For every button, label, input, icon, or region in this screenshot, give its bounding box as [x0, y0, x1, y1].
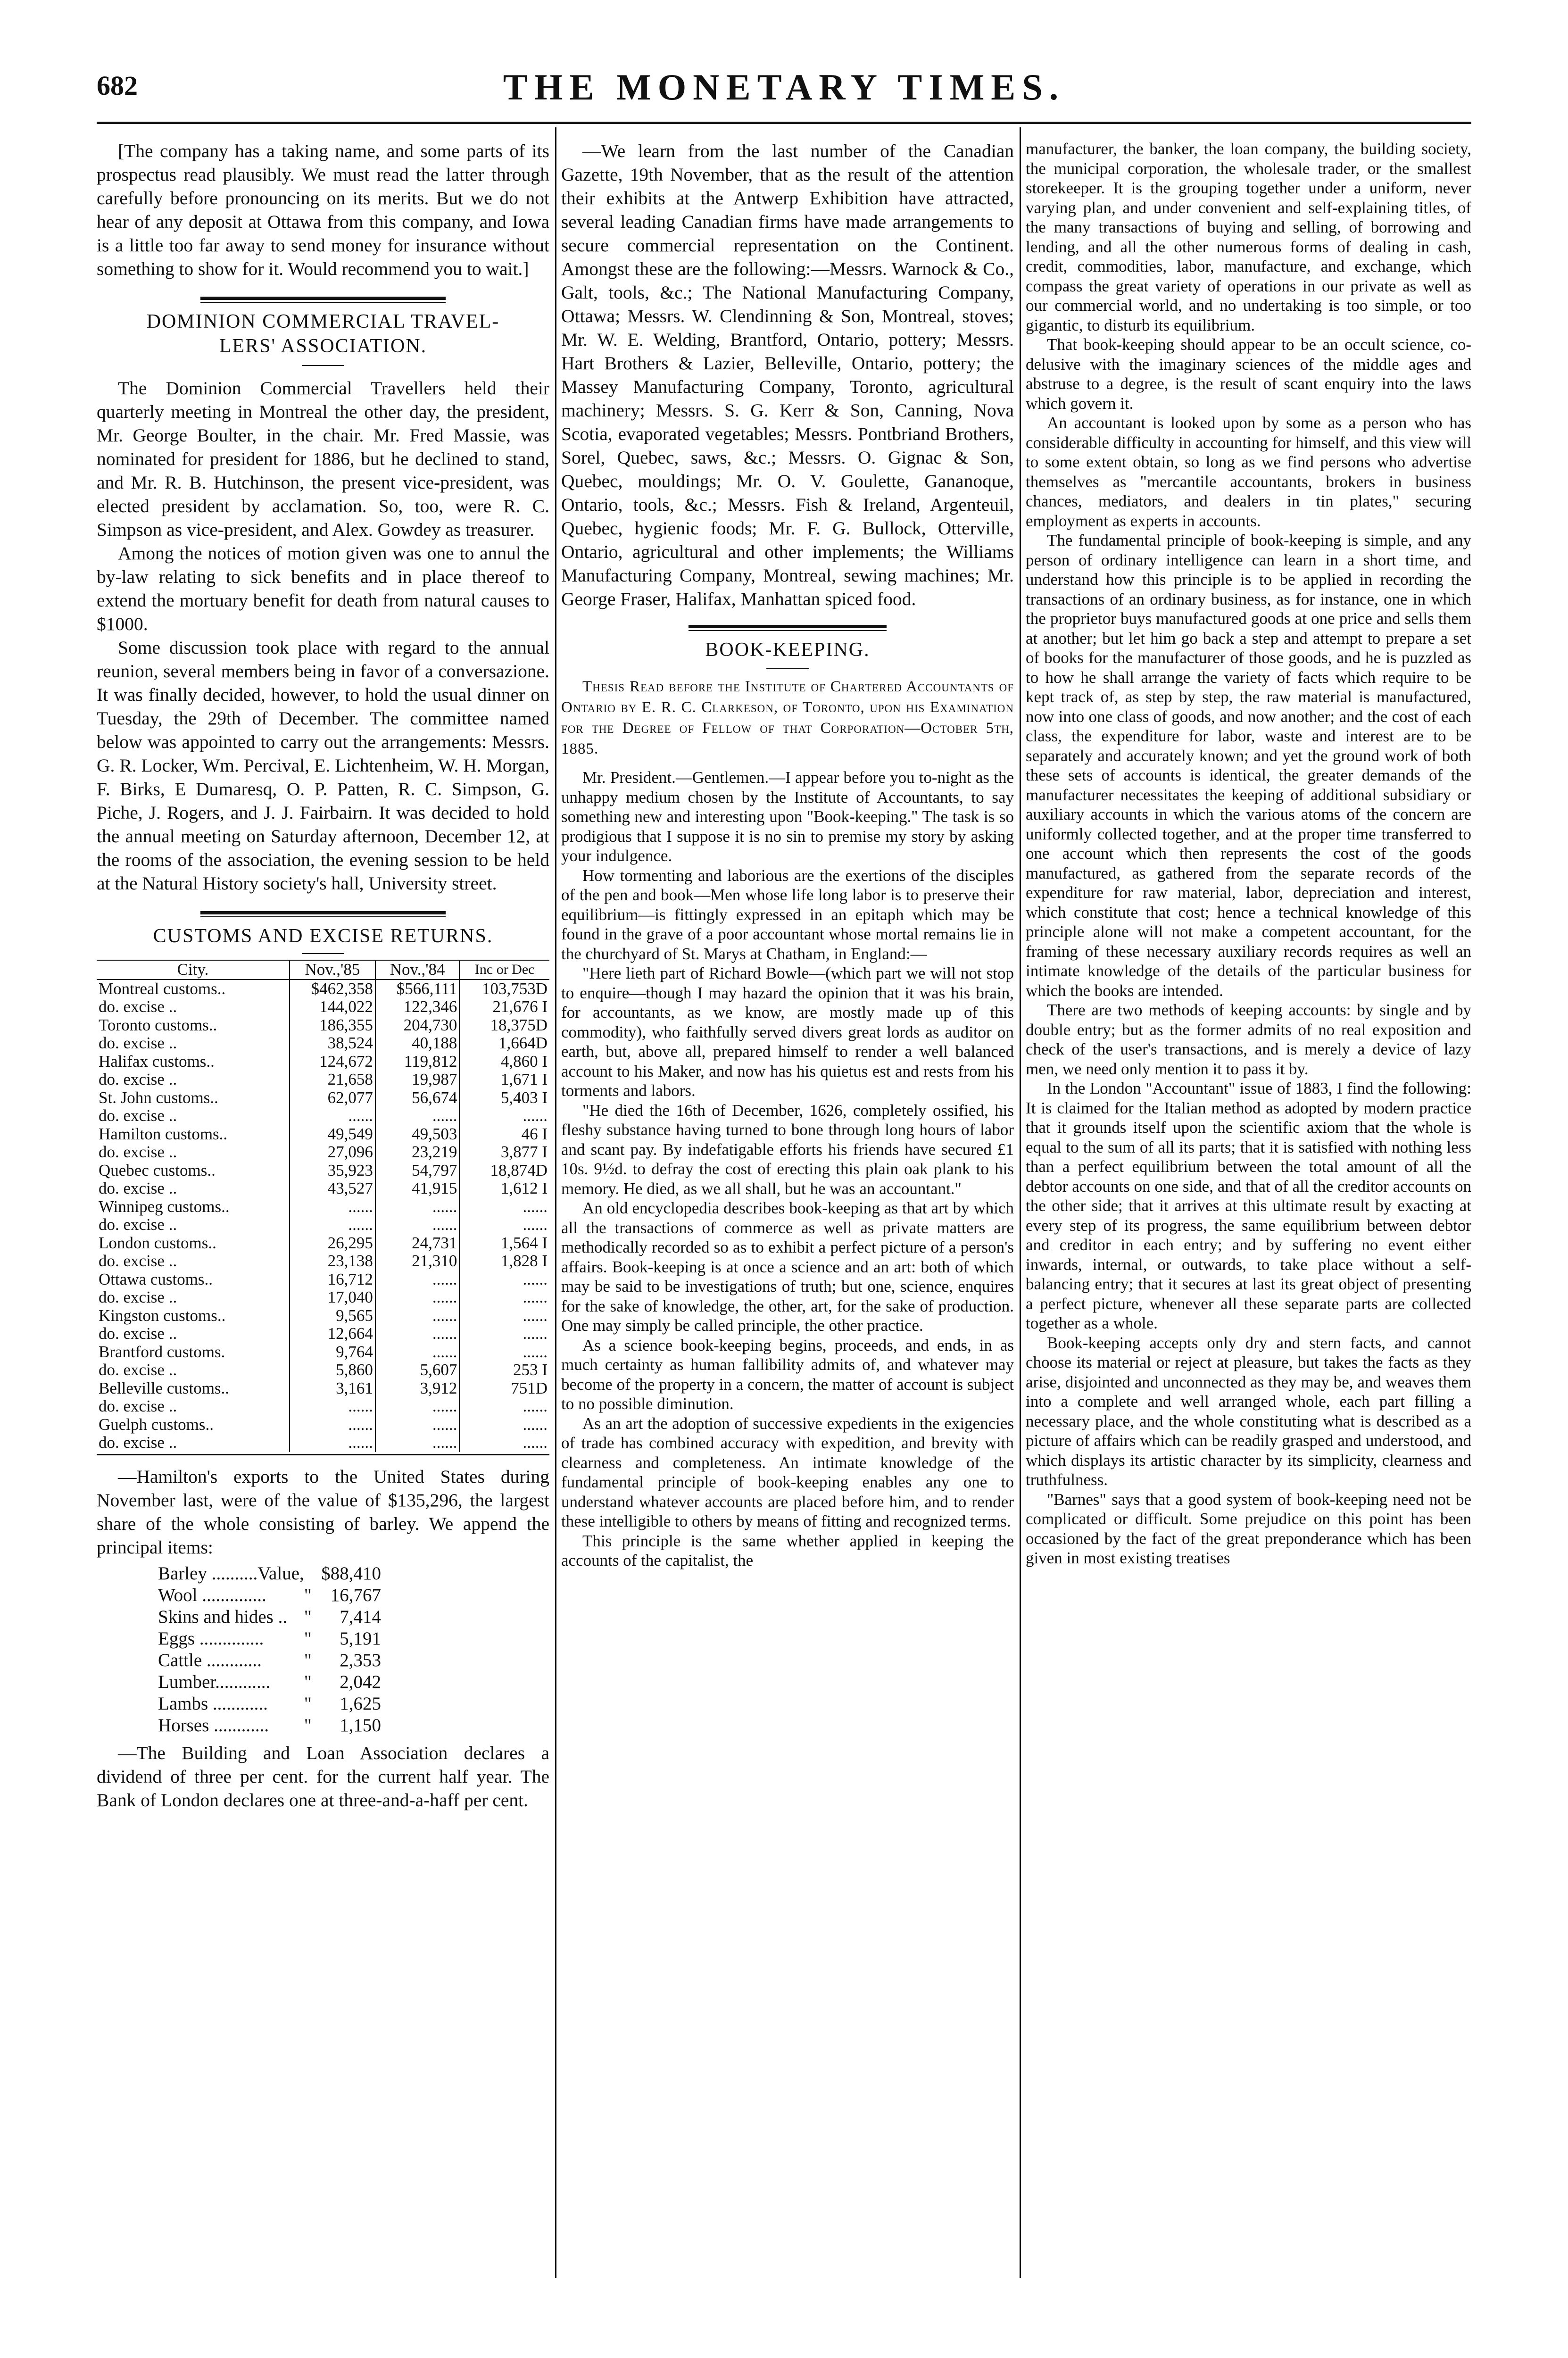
value-cell: 5,607: [375, 1361, 460, 1379]
dcta-heading-line-2: LERS' ASSOCIATION.: [219, 335, 427, 357]
value-cell: 54,797: [375, 1162, 460, 1180]
bookkeeping-heading: BOOK-KEEPING.: [705, 639, 870, 661]
city-cell: London customs..: [99, 1233, 216, 1252]
city-cell: do. excise ..: [99, 1252, 177, 1270]
export-cell: 7,414: [340, 1606, 381, 1627]
value-cell: 18,375D: [459, 1016, 549, 1035]
value-cell: 5,860: [290, 1361, 375, 1379]
value-cell: ......: [459, 1198, 549, 1216]
section-rule: [200, 911, 446, 917]
table-row: [97, 1143, 549, 1162]
table-row: [97, 1179, 549, 1198]
export-cell: Horses ............: [158, 1715, 269, 1735]
city-cell: do. excise ..: [99, 1215, 177, 1234]
value-cell: 43,527: [290, 1179, 375, 1198]
table-row: [97, 1089, 549, 1107]
building-loan-paragraph: —The Building and Loan Association declares a dividend of three per cent. for the current half year. The Bank of London declares one at three-and-a-haff per cent.: [97, 1742, 549, 1810]
table-row: [97, 1434, 549, 1452]
value-cell: ......: [459, 1270, 549, 1289]
header-city: City.: [97, 960, 290, 980]
table-row: [97, 1252, 549, 1270]
value-cell: ......: [290, 1198, 375, 1216]
bookkeeping-paragraph-1: Mr. President.—Gentlemen.—I appear before you to-night as the unhappy medium chosen by the Institute of Accountants, to say something new and interesting upon "Book-keeping." The task is so prodigious that I suppose it is no sin to premise my story by asking your indulgence.: [561, 768, 1014, 865]
column-divider-1: [555, 127, 556, 2278]
bookkeeping-cont-paragraph-7: Book-keeping accepts only dry and stern facts, and cannot choose its material or reject at pleasure, but takes the facts as they arise, disjointed and unconnected as they may be, and weaves them into a complete and well arranged whole, each part filling a necessary place, and the whole constituting what is described as a picture of affairs which can be readily grasped and understood, and which displays its artistic character by its simplicity, clearness and truthfulness.: [1026, 1333, 1471, 1489]
city-cell: do. excise ..: [99, 1397, 177, 1415]
export-cell: Skins and hides ..: [158, 1606, 288, 1627]
value-cell: 1,671 I: [459, 1071, 549, 1089]
value-cell: 23,219: [375, 1143, 460, 1162]
list-item: [158, 1650, 381, 1671]
value-cell: 144,022: [290, 998, 375, 1016]
value-cell: 186,355: [290, 1016, 375, 1035]
value-cell: 56,674: [375, 1089, 460, 1107]
export-cell: Eggs ..............: [158, 1628, 264, 1649]
company-note: [The company has a taking name, and some parts of its prospectus read plausibly. We must read the latter through carefully before pronouncing on its merits. But we do not hear of any deposit at Ottawa from this company, and Iowa is a little too far away to send money for insurance without something to show for it. Would recommend you to wait.]: [97, 141, 549, 279]
table-row: [97, 1307, 549, 1325]
value-cell: 3,912: [375, 1379, 460, 1398]
customs-heading: CUSTOMS AND EXCISE RETURNS.: [153, 925, 493, 947]
value-cell: 124,672: [290, 1053, 375, 1071]
list-item: [158, 1671, 381, 1693]
value-cell: 751D: [459, 1379, 549, 1398]
value-cell: 9,565: [290, 1307, 375, 1325]
value-cell: ......: [375, 1216, 460, 1234]
value-cell: 18,874D: [459, 1162, 549, 1180]
header-nov-84: Nov.,'84: [375, 960, 460, 980]
value-cell: ......: [290, 1434, 375, 1452]
table-row: [97, 1198, 549, 1216]
value-cell: 204,730: [375, 1016, 460, 1035]
value-cell: 49,549: [290, 1125, 375, 1144]
table-row: [97, 1016, 549, 1035]
export-cell: 1,625: [340, 1693, 381, 1714]
table-rule: [97, 1454, 549, 1455]
export-cell: ": [304, 1628, 312, 1649]
canadian-gazette-paragraph: —We learn from the last number of the Canadian Gazette, 19th November, that as the result of the attention their exhibits at the Antwerp Exhibition have attracted, several leading Canadian firms have made arrangements to secure commercial representation on the Continent. Amongst these are the following:—Messrs. Warnock & Co., Galt, tools, &c.; The National Manufacturing Company, Ottawa; Messrs. W. Clendinning & Son, Montreal, stoves; Mr. W. E. Welding, Brantford, Ontario, pottery; Messrs. Hart Brothers & Lazier, Belleville, Ontario, pottery; the Massey Manufacturing Company, Toronto, agricultural machinery; Messrs. S. G. Kerr & Son, Canning, Nova Scotia, evaporated vegetables; Messrs. Pontbriand Brothers, Sorel, Quebec, saws, &c.; Messrs. O. Gignac & Son, Quebec, mouldings; Mr. O. V. Goulette, Gananoque, Ontario, tools, &c.; Messrs. Fish & Ireland, Argenteuil, Quebec, hygienic foods; Mr. F. G. Bullock, Otterville, Ontario, agricultural and other implements; the Williams Manufacturing Company, Montreal, sewing machines; Mr. George Fraser, Halifax, Manhattan spiced food.: [561, 141, 1014, 609]
export-cell: 5,191: [340, 1628, 381, 1649]
header-rule: [97, 122, 1471, 124]
value-cell: ......: [375, 1307, 460, 1325]
value-cell: ......: [459, 1216, 549, 1234]
city-cell: Montreal customs..: [99, 979, 226, 998]
column-1: [97, 139, 549, 1812]
city-cell: Halifax customs..: [99, 1052, 215, 1071]
value-cell: $566,111: [375, 980, 460, 998]
value-cell: ......: [375, 1270, 460, 1289]
exports-list-body: [158, 1563, 381, 1736]
value-cell: 38,524: [290, 1034, 375, 1053]
value-cell: 1,664D: [459, 1034, 549, 1053]
value-cell: 26,295: [290, 1234, 375, 1253]
city-cell: Brantford customs.: [99, 1342, 225, 1361]
export-cell: Barley ..........Value,: [158, 1563, 304, 1584]
city-cell: do. excise ..: [99, 1034, 177, 1052]
dcta-paragraph-2: Among the notices of motion given was one to annul the by-law relating to sick benefits and in place thereof to extend the mortuary benefit for death from natural causes to $1000.: [97, 543, 549, 634]
bookkeeping-cont-paragraph-6: In the London "Accountant" issue of 1883, I find the following: It is claimed for the Italian method as adopted by modern practice that it grounds itself upon the scientific axiom that the whole is equal to the sum of all its parts; that it is satisfied with nothing less than a perfect equilibrium between the total amount of all the debtor accounts on one side, and that of all the creditor accounts on the other side; that it arrives at this ultimate result by exacting at every step of its progress, the same equilibrium between debtor and creditor in each entry; and by suffering no event either inwards, internal, or outwards, to take place without a self-balancing entry; that it secures at last its great object of presenting a perfect picture, whenever all these separate parts are collected together as a whole.: [1026, 1079, 1471, 1332]
export-cell: Wool ..............: [158, 1585, 266, 1605]
city-cell: Kingston customs..: [99, 1306, 226, 1325]
value-cell: 24,731: [375, 1234, 460, 1253]
value-cell: ......: [459, 1416, 549, 1434]
city-cell: do. excise ..: [99, 1324, 177, 1343]
value-cell: 21,658: [290, 1071, 375, 1089]
value-cell: 4,860 I: [459, 1053, 549, 1071]
city-cell: do. excise ..: [99, 1070, 177, 1088]
export-cell: Cattle ............: [158, 1650, 262, 1670]
city-cell: Belleville customs..: [99, 1378, 230, 1397]
bookkeeping-cont-paragraph-8: "Barnes" says that a good system of book-keeping need not be complicated or difficult. Some prejudice on this point has been occasioned by the fact of the great preponderance which has been given in most existing treatises: [1026, 1490, 1471, 1567]
value-cell: 19,987: [375, 1071, 460, 1089]
bookkeeping-paragraph-4: "He died the 16th of December, 1626, completely ossified, his fleshy substance having turned to bone through long hours of labor and scant pay. By indefatigable efforts his friends have secured £1 10s. 9½d. to defray the cost of erecting this plain oak plank to his memory. He died, as we all shall, but he was an accountant.": [561, 1101, 1014, 1198]
export-cell: 2,042: [340, 1671, 381, 1692]
city-cell: do. excise ..: [99, 1106, 177, 1125]
value-cell: 5,403 I: [459, 1089, 549, 1107]
city-cell: Toronto customs..: [99, 1015, 217, 1034]
city-cell: do. excise ..: [99, 1288, 177, 1306]
export-cell: ": [304, 1693, 312, 1714]
table-row: [97, 1325, 549, 1343]
city-cell: Winnipeg customs..: [99, 1197, 230, 1216]
value-cell: ......: [459, 1434, 549, 1452]
value-cell: 17,040: [290, 1288, 375, 1307]
value-cell: 49,503: [375, 1125, 460, 1144]
export-cell: ": [304, 1715, 312, 1735]
table-row: [97, 1125, 549, 1144]
value-cell: ......: [290, 1397, 375, 1416]
export-cell: Lambs ............: [158, 1693, 268, 1714]
section-rule: [689, 625, 887, 631]
value-cell: 46 I: [459, 1125, 549, 1144]
city-cell: St. John customs..: [99, 1088, 218, 1107]
value-cell: 1,828 I: [459, 1252, 549, 1270]
value-cell: ......: [290, 1107, 375, 1125]
table-row: [97, 980, 549, 998]
table-row: [97, 998, 549, 1016]
value-cell: ......: [459, 1107, 549, 1125]
table-row: [97, 1270, 549, 1289]
column-2: [561, 139, 1014, 1570]
bookkeeping-cont-paragraph-2: That book-keeping should appear to be an occult science, co-delusive with the imaginary sciences of the middle ages and abstruse to a degree, is the result of scant enquiry into the laws which govern it.: [1026, 335, 1471, 413]
export-cell: 16,767: [330, 1585, 381, 1605]
heading-dash: [302, 365, 344, 366]
value-cell: 3,877 I: [459, 1143, 549, 1162]
header-nov-85: Nov.,'85: [290, 960, 375, 980]
value-cell: ......: [375, 1397, 460, 1416]
value-cell: ......: [459, 1343, 549, 1362]
value-cell: 103,753D: [459, 980, 549, 998]
customs-table: [97, 960, 549, 1452]
list-item: [158, 1585, 381, 1606]
value-cell: 41,915: [375, 1179, 460, 1198]
bookkeeping-paragraph-7: As an art the adoption of successive expedients in the exigencies of trade has combined accuracy with expedition, and brevity with clearness and completeness. An intimate knowledge of the fundamental principle of book-keeping enables any one to understand whatever accounts are placed before him, and to render these intelligible to others by means of fitting and recognized terms.: [561, 1414, 1014, 1530]
export-cell: ": [304, 1606, 312, 1627]
value-cell: 16,712: [290, 1270, 375, 1289]
value-cell: ......: [375, 1434, 460, 1452]
table-row: [97, 1234, 549, 1253]
column-divider-2: [1020, 127, 1021, 2278]
value-cell: ......: [290, 1216, 375, 1234]
city-cell: Quebec customs..: [99, 1161, 216, 1179]
table-row: [97, 1343, 549, 1362]
value-cell: ......: [375, 1198, 460, 1216]
page-number: 682: [97, 70, 138, 101]
bookkeeping-paragraph-8: This principle is the same whether applied in keeping the accounts of the capitalist, the: [561, 1531, 1014, 1569]
list-item: [158, 1606, 381, 1628]
value-cell: 21,676 I: [459, 998, 549, 1016]
value-cell: 12,664: [290, 1325, 375, 1343]
heading-dash: [302, 953, 344, 954]
city-cell: do. excise ..: [99, 1433, 177, 1452]
export-cell: ": [304, 1671, 312, 1692]
column-3: [1026, 139, 1471, 1568]
value-cell: 62,077: [290, 1089, 375, 1107]
city-cell: Ottawa customs..: [99, 1270, 213, 1288]
table-row: [97, 1162, 549, 1180]
value-cell: 1,564 I: [459, 1234, 549, 1253]
city-cell: do. excise ..: [99, 1143, 177, 1161]
bookkeeping-subtitle: Thesis Read before the Institute of Chartered Accountants of Ontario by E. R. C. Clarkeson, of Toronto, upon his Examination for the Degree of Fellow of that Corporation—October 5th, 1885.: [561, 678, 1014, 757]
list-item: [158, 1628, 381, 1650]
value-cell: ......: [459, 1325, 549, 1343]
city-cell: Hamilton customs..: [99, 1124, 228, 1143]
masthead-title: THE MONETARY TIMES.: [503, 66, 1065, 108]
value-cell: 35,923: [290, 1162, 375, 1180]
list-item: [158, 1563, 381, 1585]
bookkeeping-paragraph-2: How tormenting and laborious are the exertions of the disciples of the pen and book—Men whose life long labor is to preserve their equilibrium—is fittingly expressed in an epitaph which may be found in the grave of a poor accountant whose mortal remains lie in the churchyard of St. Marys at Chatham, in England:—: [561, 866, 1014, 963]
table-row: [97, 1361, 549, 1379]
export-cell: Lumber............: [158, 1671, 271, 1692]
value-cell: ......: [375, 1288, 460, 1307]
value-cell: 27,096: [290, 1143, 375, 1162]
value-cell: 21,310: [375, 1252, 460, 1270]
bookkeeping-cont-paragraph-3: An accountant is looked upon by some as a person who has considerable difficulty in accounting for himself, and this view will to some extent obtain, so long as we find persons who advertise themselves as "mercantile accountants, brokers in business chances, mediators, and dealers in tin plates," securing employment as experts in accounts.: [1026, 414, 1471, 530]
table-row: [97, 1379, 549, 1398]
page-header: [97, 66, 1471, 120]
bookkeeping-paragraph-6: As a science book-keeping begins, proceeds, and ends, in as much certainty as human fallibility admits of, and whatever may become of the property in a concern, the matter of account is subject to no possible diminution.: [561, 1336, 1014, 1413]
bookkeeping-cont-paragraph-5: There are two methods of keeping accounts: by single and by double entry; but as the former admits of no real exposition and check of the user's transactions, and is merely a device of lazy men, we need only mention it to pass it by.: [1026, 1001, 1471, 1078]
list-item: [158, 1693, 381, 1715]
dcta-heading-line-1: DOMINION COMMERCIAL TRAVEL-: [146, 311, 500, 332]
value-cell: ......: [459, 1397, 549, 1416]
value-cell: 3,161: [290, 1379, 375, 1398]
exports-list: [158, 1563, 381, 1736]
value-cell: 1,612 I: [459, 1179, 549, 1198]
value-cell: 122,346: [375, 998, 460, 1016]
bookkeeping-paragraph-5: An old encyclopedia describes book-keeping as that art by which all the transactions of commerce as well as private matters are methodically recorded so as to exhibit a perfect picture of a person's affairs. Book-keeping is at once a science and an art: both of which may be said to be investigations of truth; but one, science, enquires for the sake of knowledge, the other, art, for the sake of production. One may simply be called principle, the other practice.: [561, 1199, 1014, 1335]
export-cell: 2,353: [340, 1650, 381, 1670]
value-cell: ......: [375, 1107, 460, 1125]
dcta-paragraph-1: The Dominion Commercial Travellers held their quarterly meeting in Montreal the other day, the president, Mr. George Boulter, in the chair. Mr. Fred Massie, was nominated for president for 1886, but he declined to stand, and Mr. R. B. Hutchinson, the present vice-president, was elected president by acclamation. So, too, were R. C. Simpson as vice-president, and Alex. Gowdey as treasurer.: [97, 378, 549, 540]
bookkeeping-cont-paragraph-4: The fundamental principle of book-keeping is simple, and any person of ordinary intelligence can learn in a short time, and understand how this principle is to be applied in recording the transactions of an ordinary business, as for instance, one in which the proprietor buys manufactured goods at one price and sells them at another; but let him go back a step and attempt to prepare a set of books for the manufacturer of those goods, and he is puzzled as to how he shall arrange the variety of facts which require to be kept track of, as step by step, the raw material is manufactured, now into one class of goods, and now another; and the cost of each class, the expenditure for labor, waste and interest are to be separately and accurately known; and yet the ground work of both these sets of accounts is identical, the greater demands of the manufacturer necessitates the keeping of additional subsidiary or auxiliary accounts in which the various atoms of the concern are uniformly collected together, and at the proper time transferred to one account which then represents the cost of the goods manufactured, as gathered from the separate records of the expenditure for raw material, labor, depreciation and interest, which constitute that cost; hence a technical knowledge of this principle alone will not make a competent accountant, for the framing of these necessary auxiliary records requires as well an intimate knowledge of the details of the particular business for which the books are intended.: [1026, 531, 1471, 1000]
value-cell: ......: [459, 1288, 549, 1307]
value-cell: ......: [290, 1416, 375, 1434]
value-cell: ......: [459, 1307, 549, 1325]
header-inc-dec: Inc or Dec: [459, 960, 549, 980]
bookkeeping-cont-paragraph-1: manufacturer, the banker, the loan company, the building society, the municipal corporation, the wholesale trader, or the smallest storekeeper. It is the grouping together under a uniform, never varying plan, and under convenient and self-explaining titles, of the many transactions of buying and selling, of borrowing and lending, and all the other numerous forms of dealing in cash, credit, commodities, labor, manufacture, and exchange, which compass the great variety of operations in our private as well as our commercial world, and no undertaking is too simple, or too gigantic, to disturb its equilibrium.: [1026, 140, 1471, 334]
export-cell: ": [304, 1585, 312, 1605]
heading-dash: [766, 668, 809, 669]
value-cell: 23,138: [290, 1252, 375, 1270]
table-row: [97, 1288, 549, 1307]
section-rule: [200, 297, 446, 303]
city-cell: do. excise ..: [99, 1361, 177, 1379]
value-cell: 9,764: [290, 1343, 375, 1362]
hamilton-exports-paragraph: —Hamilton's exports to the United States during November last, were of the value of $135,296, the largest share of the whole consisting of barley. We append the principal items:: [97, 1466, 549, 1558]
table-row: [97, 1071, 549, 1089]
export-cell: 1,150: [340, 1715, 381, 1735]
dcta-paragraph-3: Some discussion took place with regard to the annual reunion, several members being in favor of a conversazione. It was finally decided, however, to hold the usual dinner on Tuesday, the 29th of December. The committee named below was appointed to carry out the arrangements: Messrs. G. R. Locker, Wm. Percival, E. Lichtenheim, W. H. Morgan, F. Birks, E Dumaresq, O. P. Patten, R. C. Simpson, G. Piche, J. Rogers, and J. J. Fairbairn. It was decided to hold the annual meeting on Saturday afternoon, December 12, at the rooms of the association, the evening session to be held at the Natural History society's hall, University street.: [97, 637, 549, 894]
value-cell: 253 I: [459, 1361, 549, 1379]
table-row: [97, 1216, 549, 1234]
table-row: [97, 1397, 549, 1416]
city-cell: do. excise ..: [99, 1179, 177, 1197]
value-cell: ......: [375, 1416, 460, 1434]
table-row: [97, 1034, 549, 1053]
value-cell: $462,358: [290, 980, 375, 998]
value-cell: ......: [375, 1343, 460, 1362]
table-row: [97, 1053, 549, 1071]
export-cell: $88,410: [321, 1563, 381, 1584]
export-cell: ": [304, 1650, 312, 1670]
dcta-heading: [97, 309, 549, 358]
bookkeeping-paragraph-3: "Here lieth part of Richard Bowle—(which part we will not stop to enquire—though I may hazard the opinion that it was his brain, for accountants, as we know, are mostly made up of this commodity), who faithfully served divers great lords as auditor on earth, but, above all, prepared himself to render a well balanced account to his Maker, and now has his quietus est and rests from his torments and labors.: [561, 964, 1014, 1100]
list-item: [158, 1715, 381, 1736]
table-row: [97, 1107, 549, 1125]
city-cell: do. excise ..: [99, 997, 177, 1016]
value-cell: 119,812: [375, 1053, 460, 1071]
customs-table-body: [97, 980, 549, 1452]
value-cell: ......: [375, 1325, 460, 1343]
customs-table-header-row: [97, 960, 549, 980]
city-cell: Guelph customs..: [99, 1415, 214, 1434]
value-cell: 40,188: [375, 1034, 460, 1053]
table-row: [97, 1416, 549, 1434]
